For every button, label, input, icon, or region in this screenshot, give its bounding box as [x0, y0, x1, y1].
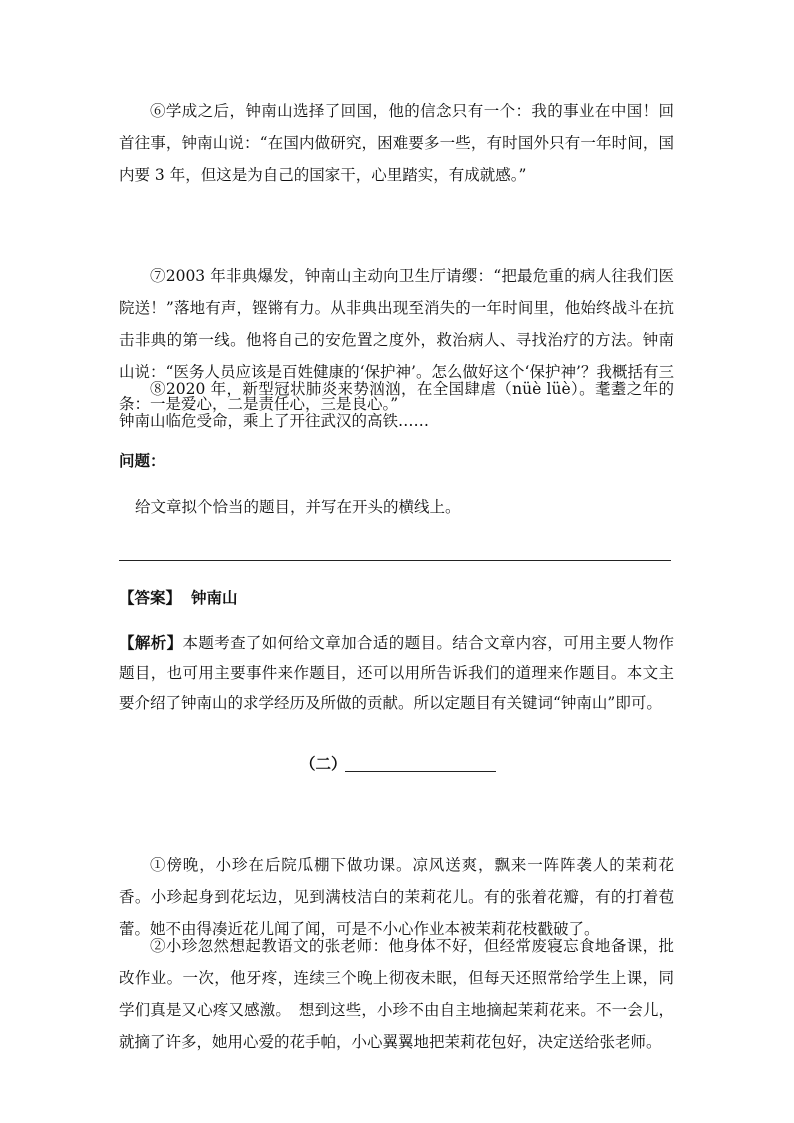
answer-value: 钟南山: [191, 589, 238, 607]
paragraph-6: ⑥学成之后，钟南山选择了回国，他的信念只有一个：我的事业在中国！回首往事，钟南山说：“在国内做研究，困难要多一些，有时国外只有一年时间，国内要 3 年，但这是为自己的国家干，心里踏实，有成就感。”: [119, 102, 674, 184]
answer-tag: 【答案】: [119, 589, 182, 607]
question-label: 问题：: [119, 452, 166, 470]
analysis-text: 本题考查了如何给文章加合适的题目。结合文章内容，可用主要人物作题目，也可用主要事件来作题目，还可以用所告诉我们的道理来作题目。本文主要介绍了钟南山的求学经历及所做的贡献。所以定题目有关键词“钟南山”即可。: [119, 634, 674, 712]
section2-paragraph-1: ①傍晚，小珍在后院瓜棚下做功课。凉风送爽，飘来一阵阵袭人的茉莉花香。小珍起身到花坛边，见到满枝洁白的茉莉花儿。有的张着花瓣，有的打着苞蕾。她不由得凑近花儿闻了闻，可是不小心作业本被茉莉花枝戳破了。: [119, 856, 674, 938]
paragraph-8: ⑧2020 年，新型冠状肺炎来势汹汹，在全国肆虐（nüè lüè）。耄耋之年的钟南山临危受命，乘上了开往武汉的高铁……: [119, 380, 674, 430]
answer-line: [119, 560, 671, 561]
question-text: 给文章拟个恰当的题目，并写在开头的横线上。: [135, 498, 461, 516]
answer: [119, 586, 238, 608]
section-title: （二）: [300, 755, 347, 773]
section2-paragraph-2: ②小珍忽然想起教语文的张老师：他身体不好，但经常废寝忘食地备课，批改作业。一次，他牙疼，连续三个晚上彻夜未眠，但每天还照常给学生上课，同学们真是又心疼又感激。 想到这些，小珍不由自主地摘起茉莉花来。不一会儿，就摘了许多，她用心爱的花手帕，小心翼翼地把茉莉花包好，决定送给张老师。: [119, 937, 674, 1051]
title-blank-line: [345, 771, 496, 772]
paragraph-7: ⑦2003 年非典爆发，钟南山主动向卫生厅请缨：“把最危重的病人往我们医院送！”落地有声，铿锵有力。从非典出现至消失的一年时间里，他始终战斗在抗击非典的第一线。他将自己的安危置之度外，救治病人、寻找治疗的方法。钟南山说：“医务人员应该是百姓健康的‘保护神’。怎么做好这个‘保护神’？我概括有三条：一是爱心，二是责任心，三是良心。”: [119, 267, 674, 413]
analysis: [119, 628, 674, 718]
analysis-tag: 【解析】: [119, 634, 183, 652]
